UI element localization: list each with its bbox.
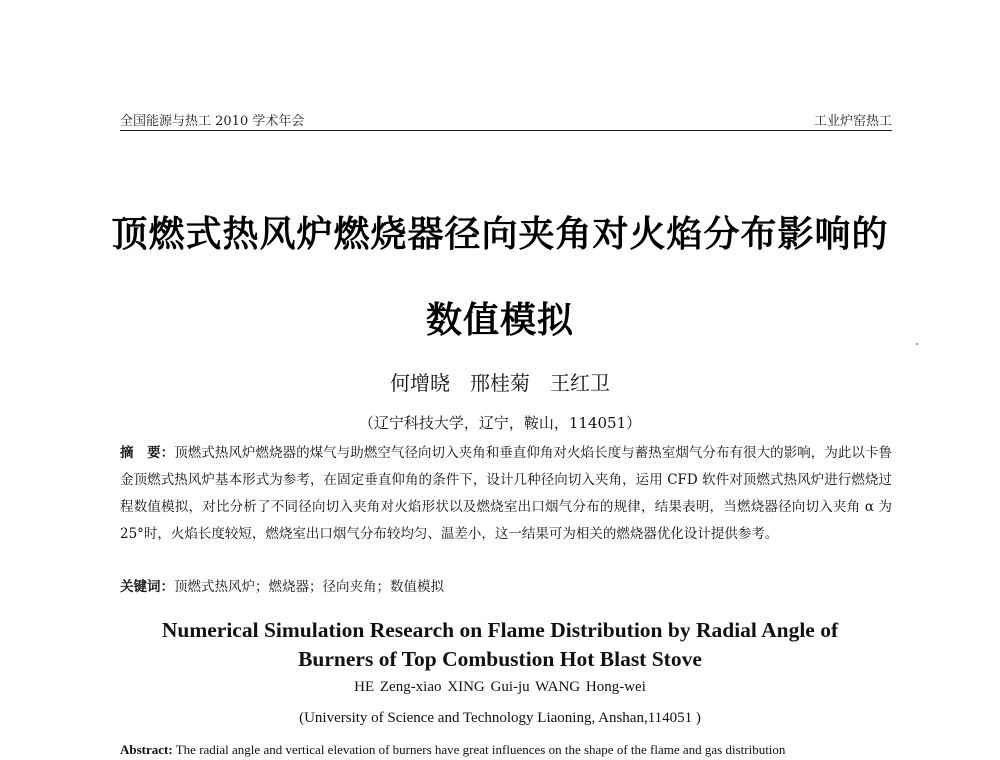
abstract-en-text: The radial angle and vertical elevation of burners have great influences on the shape of the flame and gas distribution: [175, 742, 786, 757]
header-section: 工业炉窑热工: [813, 114, 892, 129]
abstract-en: [120, 742, 900, 758]
abstract-cn-label: 摘 要：: [120, 445, 175, 461]
authors-cn: 何增晓 邢桂菊 王红卫: [390, 371, 610, 395]
scan-speck: [916, 343, 918, 345]
title-en-line2: Burners of Top Combustion Hot Blast Stove: [298, 647, 702, 671]
abstract-en-label: Abstract:: [120, 742, 173, 757]
title-en-line1: Numerical Simulation Research on Flame Distribution by Radial Angle of: [161, 618, 839, 642]
header-rule: [120, 130, 892, 131]
title-en: [100, 616, 900, 674]
affiliation-en: (University of Science and Technology Liaoning, Anshan,114051 ): [299, 710, 701, 726]
running-header: [120, 108, 892, 130]
keywords-cn-text: 顶燃式热风炉；燃烧器；径向夹角；数值模拟: [174, 579, 444, 595]
authors-en: HE Zeng-xiao XING Gui-ju WANG Hong-wei: [354, 679, 646, 695]
title-cn-line1: 顶燃式热风炉燃烧器径向夹角对火焰分布影响的: [111, 213, 889, 255]
abstract-cn-text: 顶燃式热风炉燃烧器的煤气与助燃空气径向切入夹角和垂直仰角对火焰长度与蓄热室烟气分布有很大的影响，为此以卡鲁金顶燃式热风炉基本形式为参考，在固定垂直仰角的条件下，设计几种径向切入夹角，运用 CFD 软件对顶燃式热风炉进行燃烧过程数值模拟，对比分析了不同径向切入夹角对火焰形状以及燃烧室出口烟气分布的规律，结果表明，当燃烧器径向切入夹角 α 为 25°时，火焰长度较短，燃烧室出口烟气分布较均匀、温差小，这一结果可为相关的燃烧器优化设计提供参考。: [120, 445, 893, 542]
keywords-cn-label: 关键词：: [120, 579, 174, 595]
header-conference: 全国能源与热工 2010 学术年会: [120, 114, 305, 129]
affiliation-cn: （辽宁科技大学，辽宁，鞍山，114051）: [358, 414, 642, 432]
abstract-cn: [120, 440, 892, 548]
keywords-cn: [120, 575, 892, 595]
title-cn-line2: 数值模拟: [425, 299, 574, 341]
